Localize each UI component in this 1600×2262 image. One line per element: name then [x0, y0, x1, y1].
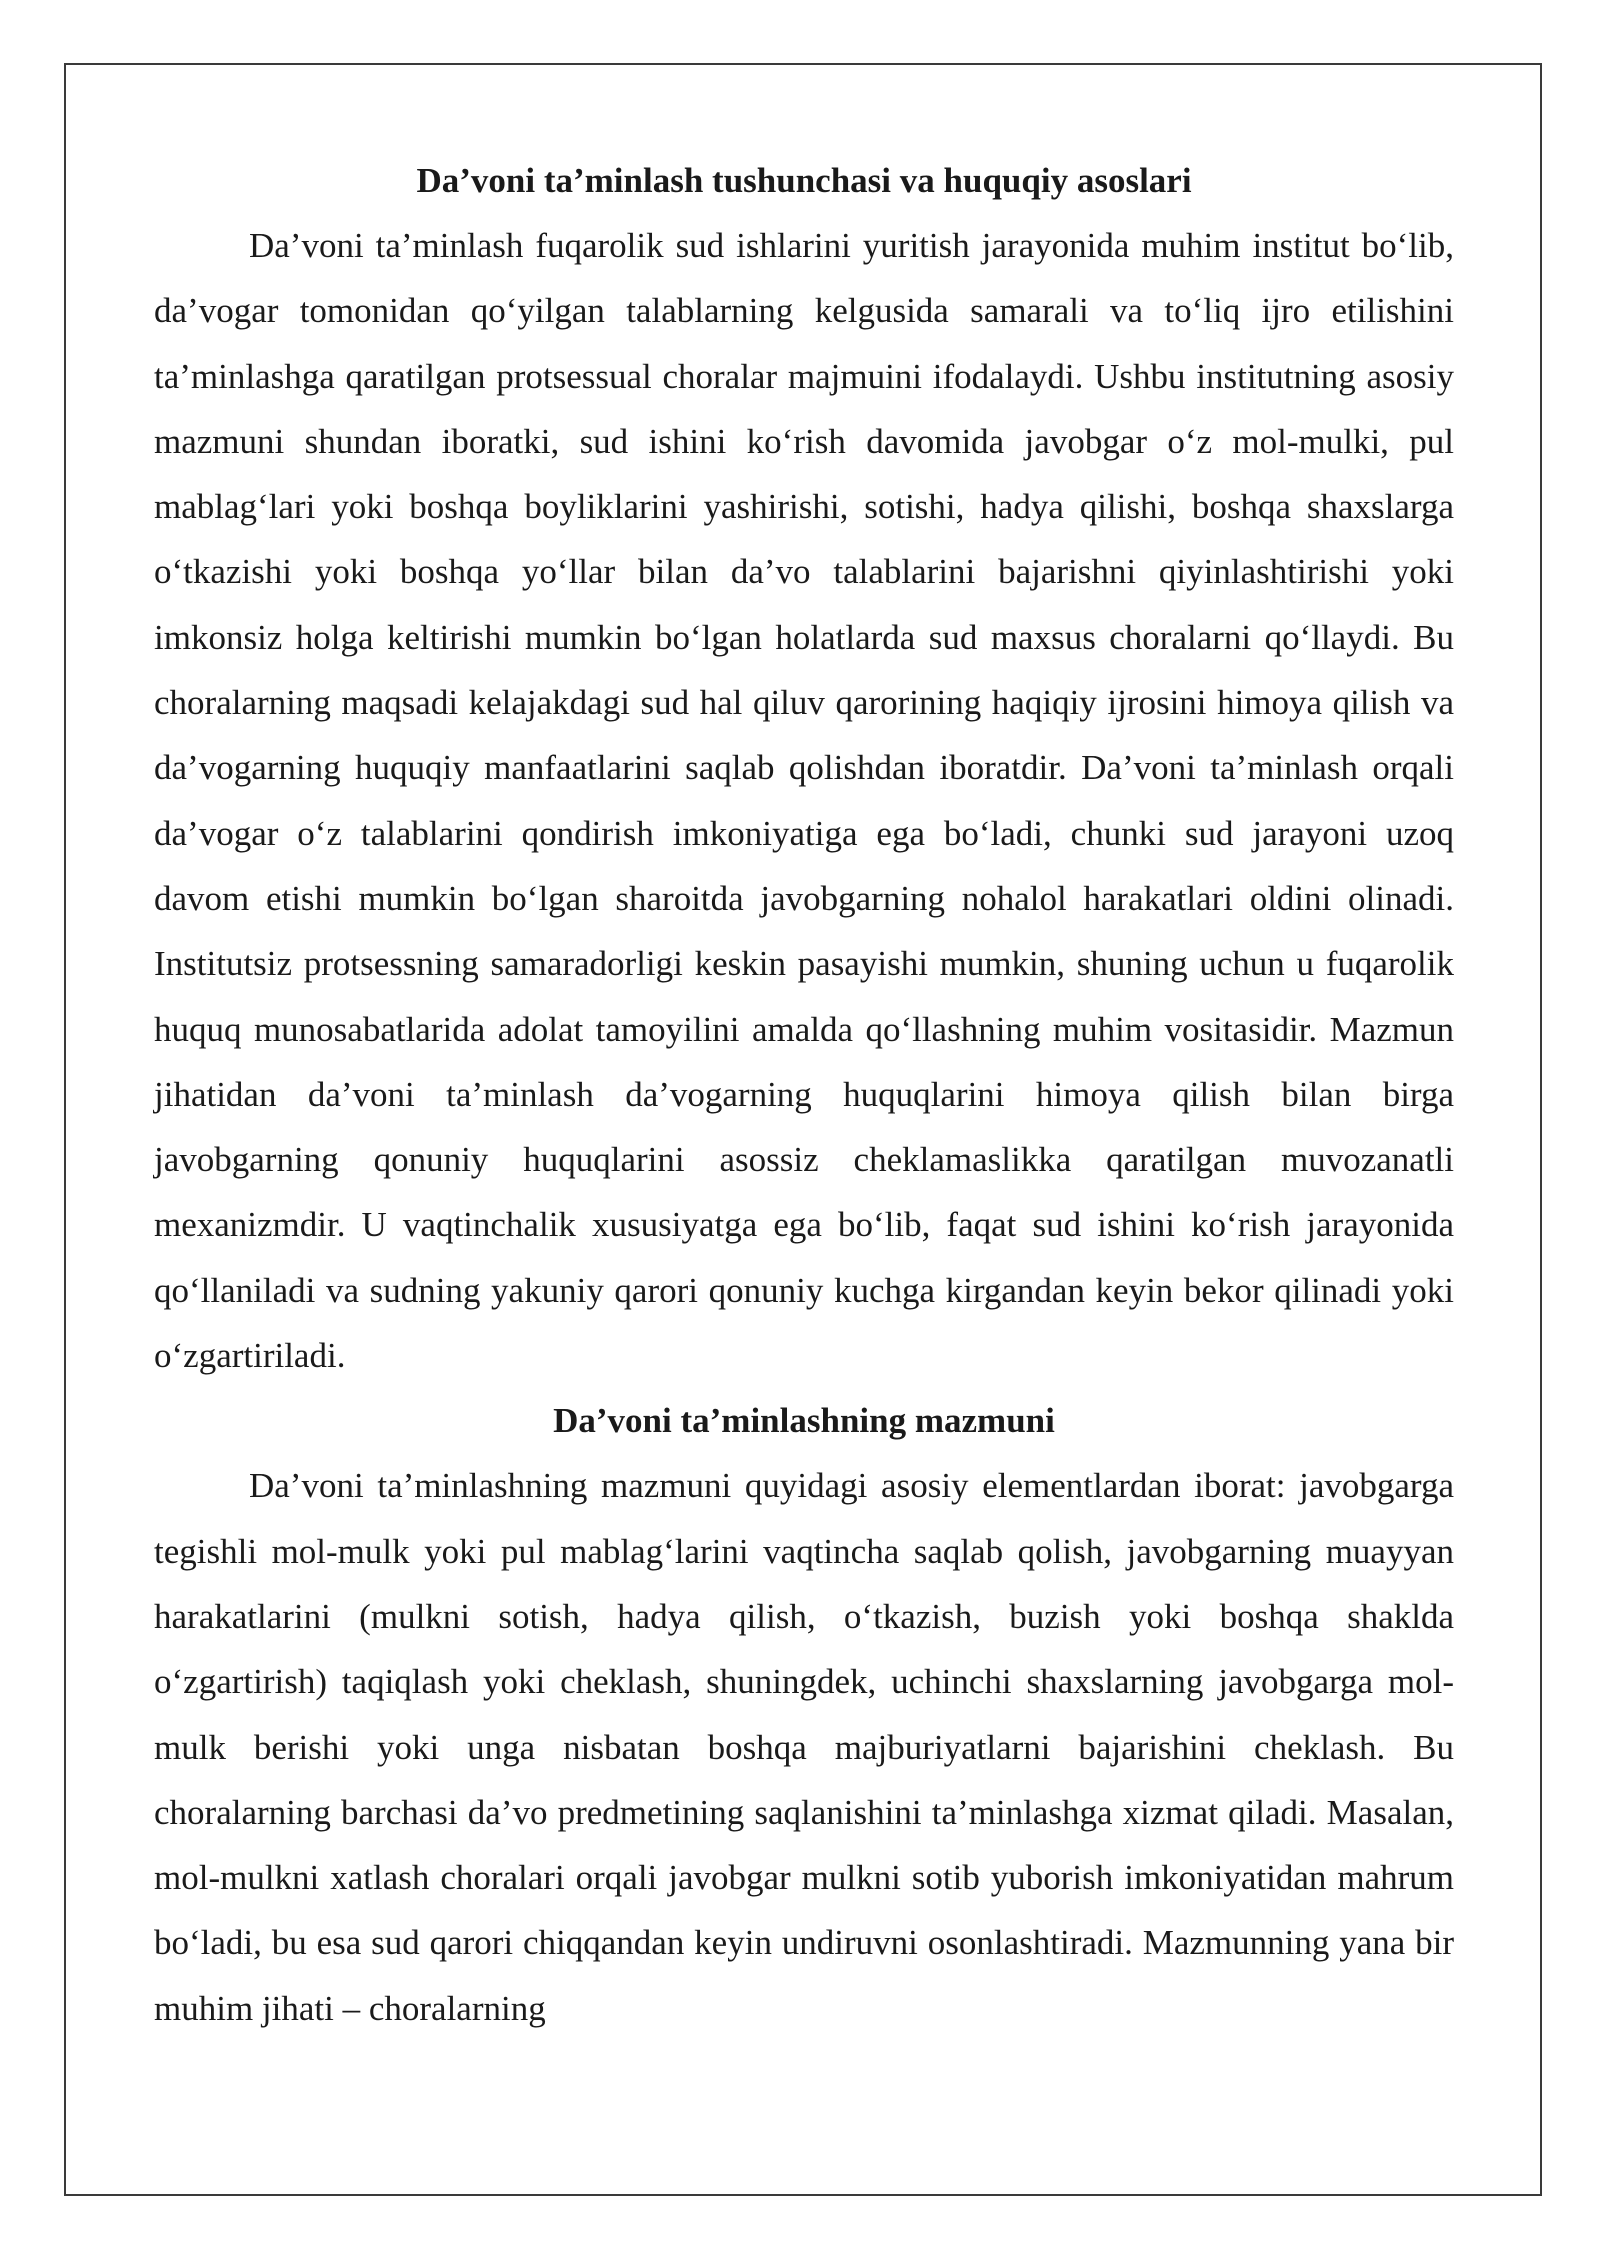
section-heading-concept: Da’voni ta’minlash tushunchasi va huquqiy asoslari [416, 161, 1192, 200]
paragraph-concept: Da’voni ta’minlash fuqarolik sud ishlarini yuritish jarayonida muhim institut bo‘lib, da’vogar tomonidan qo‘yilgan talablarning kelgusida samarali va to‘liq ijro etilishini ta’minlashga qaratilgan protsessual choralar majmuini ifodalaydi. Ushbu institutning asosiy mazmuni shundan iboratki, sud ishini ko‘rish davomida javobgar o‘z mol-mulki, pul mablag‘lari yoki boshqa boyliklarini yashirishi, sotishi, hadya qilishi, boshqa shaxslarga o‘tkazishi yoki boshqa yo‘llar bilan da’vo talablarini bajarishni qiyinlashtirishi yoki imkonsiz holga keltirishi mumkin bo‘lgan holatlarda sud maxsus choralarni qo‘llaydi. Bu choralarning maqsadi kelajakdagi sud hal qiluv qarorining haqiqiy ijrosini himoya qilish va da’vogarning huquqiy manfaatlarini saqlab qolishdan iboratdir. Da’voni ta’minlash orqali da’vogar o‘z talablarini qondirish imkoniyatiga ega bo‘ladi, chunki sud jarayoni uzoq davom etishi mumkin bo‘lgan sharoitda javobgarning nohalol harakatlari oldini olinadi. Institutsiz protsessning samaradorligi keskin pasayishi mumkin, shuning uchun u fuqarolik huquq munosabatlarida adolat tamoyilini amalda qo‘llashning muhim vositasidir. Mazmun jihatidan da’voni ta’minlash da’vogarning huquqlarini himoya qilish bilan birga javobgarning qonuniy huquqlarini asossiz cheklamaslikka qaratilgan muvozanatli mexanizmdir. U vaqtinchalik xususiyatga ega bo‘lib, faqat sud ishini ko‘rish jarayonida qo‘llaniladi va sudning yakuniy qarori qonuniy kuchga kirgandan keyin bekor qilinadi yoki o‘zgartiriladi. [154, 226, 1454, 1376]
document-body [154, 148, 1454, 2041]
paragraph-content: Da’voni ta’minlashning mazmuni quyidagi asosiy elementlardan iborat: javobgarga tegishli mol-mulk yoki pul mablag‘larini vaqtincha saqlab qolish, javobgarning muayyan harakatlarini (mulkni sotish, hadya qilish, o‘tkazish, buzish yoki boshqa shaklda o‘zgartirish) taqiqlash yoki cheklash, shuningdek, uchinchi shaxslarning javobgarga mol-mulk berishi yoki unga nisbatan boshqa majburiyatlarni bajarishini cheklash. Bu choralarning barchasi da’vo predmetining saqlanishini ta’minlashga xizmat qiladi. Masalan, mol-mulkni xatlash choralari orqali javobgar mulkni sotib yuborish imkoniyatidan mahrum bo‘ladi, bu esa sud qarori chiqqandan keyin undiruvni osonlashtiradi. Mazmunning yana bir muhim jihati – choralarning [154, 1466, 1454, 2028]
section-heading-content: Da’voni ta’minlashning mazmuni [553, 1401, 1055, 1441]
